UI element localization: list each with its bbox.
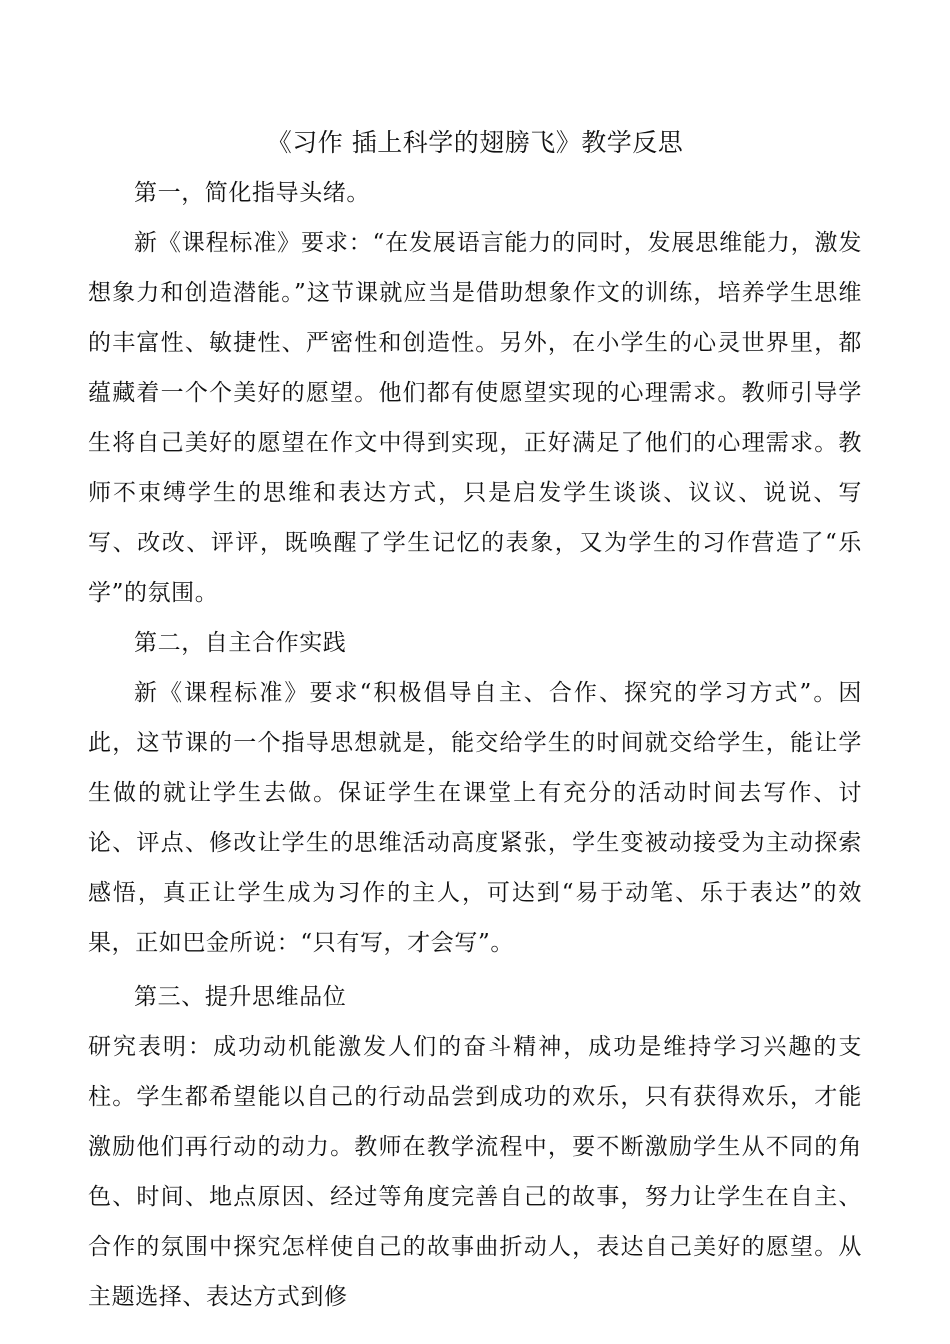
section-heading-2: 第二，自主合作实践 bbox=[134, 630, 347, 656]
section-paragraph-3: 研究表明：成功动机能激发人们的奋斗精神，成功是维持学习兴趣的支柱。学生都希望能以自己的行动品尝到成功的欢乐，只有获得欢乐，才能激励他们再行动的动力。教师在教学流程中，要不断激励学生从不同的角色、时间、地点原因、经过等角度完善自己的故事，努力让学生在自主、合作的氛围中探究怎样使自己的故事曲折动人，表达自己美好的愿望。从主题选择、表达方式到修 bbox=[88, 1034, 862, 1310]
document-body bbox=[88, 168, 862, 1322]
section-heading-3: 第三、提升思维品位 bbox=[134, 984, 347, 1010]
section-paragraph-2: 新《课程标准》要求“积极倡导自主、合作、探究的学习方式”。因此，这节课的一个指导思想就是，能交给学生的时间就交给学生，能让学生做的就让学生去做。保证学生在课堂上有充分的活动时间去写作、讨论、评点、修改让学生的思维活动高度紧张，学生变被动接受为主动探索感悟，真正让学生成为习作的主人，可达到“易于动笔、乐于表达”的效果，正如巴金所说：“只有写，才会写”。 bbox=[88, 680, 862, 956]
document-title: 《习作 插上科学的翅膀飞》教学反思 bbox=[266, 128, 684, 157]
section-heading-1: 第一，简化指导头绪。 bbox=[134, 180, 370, 206]
section-paragraph-1: 新《课程标准》要求：“在发展语言能力的同时，发展思维能力，激发想象力和创造潜能。”这节课就应当是借助想象作文的训练，培养学生思维的丰富性、敏捷性、严密性和创造性。另外，在小学生的心灵世界里，都蕴藏着一个个美好的愿望。他们都有使愿望实现的心理需求。教师引导学生将自己美好的愿望在作文中得到实现，正好满足了他们的心理需求。教师不束缚学生的思维和表达方式，只是启发学生谈谈、议议、说说、写写、改改、评评，既唤醒了学生记忆的表象，又为学生的习作营造了“乐学”的氛围。 bbox=[88, 230, 862, 606]
